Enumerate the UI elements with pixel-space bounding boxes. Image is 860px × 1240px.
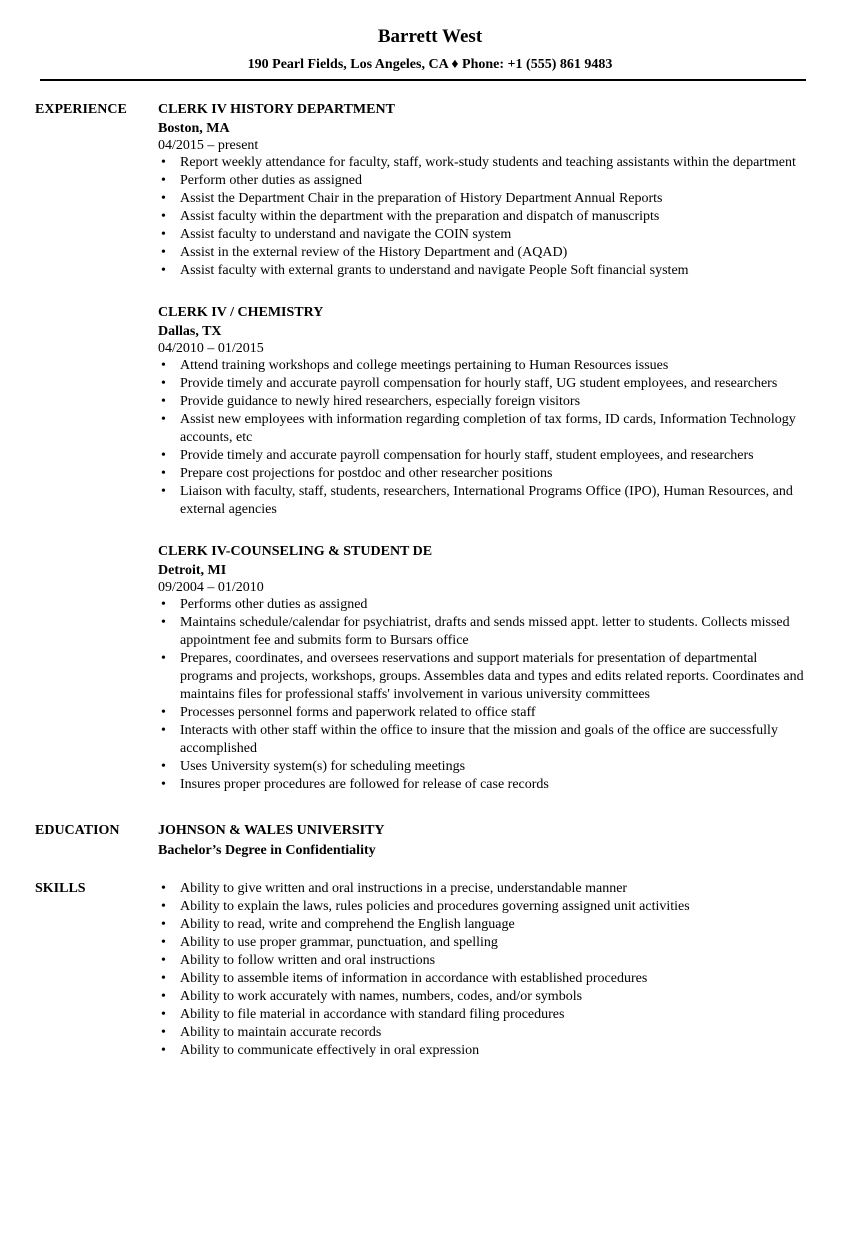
contact-line: 190 Pearl Fields, Los Angeles, CA ♦ Phone: +1 (555) 861 9483 <box>247 57 613 72</box>
bullet-icon: • <box>161 358 166 373</box>
list-item-text: Insures proper procedures are followed for release of case records <box>180 777 549 792</box>
list-item <box>158 776 813 794</box>
bullet-icon: • <box>161 1043 166 1058</box>
bullet-icon: • <box>161 777 166 792</box>
job-entry <box>158 101 813 280</box>
list-item-text: Ability to use proper grammar, punctuation, and spelling <box>180 935 498 950</box>
list-item <box>158 465 813 483</box>
list-item-text: Attend training workshops and college meetings pertaining to Human Resources issues <box>180 358 669 373</box>
section-label-experience: EXPERIENCE <box>35 102 127 117</box>
bullet-icon: • <box>161 917 166 932</box>
list-item-text: Assist the Department Chair in the preparation of History Department Annual Reports <box>180 191 663 206</box>
list-item <box>158 614 813 650</box>
list-item <box>158 650 813 704</box>
list-item-text: Performs other duties as assigned <box>180 597 368 612</box>
list-item <box>158 226 813 244</box>
list-item-text: Ability to give written and oral instructions in a precise, understandable manner <box>180 881 628 896</box>
list-item <box>158 208 813 226</box>
list-item-text: Assist faculty within the department with the preparation and dispatch of manuscripts <box>180 209 660 224</box>
list-item <box>158 244 813 262</box>
list-item <box>158 1024 813 1042</box>
list-item <box>158 1006 813 1024</box>
list-item-text: Ability to maintain accurate records <box>180 1025 382 1040</box>
bullet-icon: • <box>161 394 166 409</box>
bullet-icon: • <box>161 881 166 896</box>
list-item-text: Assist in the external review of the History Department and (AQAD) <box>180 245 568 260</box>
list-item <box>158 988 813 1006</box>
list-item <box>158 934 813 952</box>
bullet-icon: • <box>161 173 166 188</box>
job-location: Boston, MA <box>158 121 230 136</box>
bullet-icon: • <box>161 1007 166 1022</box>
list-item <box>158 952 813 970</box>
skills-section <box>35 880 860 1060</box>
bullet-icon: • <box>161 971 166 986</box>
list-item-text: Provide timely and accurate payroll compensation for hourly staff, UG student employees, and researchers <box>180 376 778 391</box>
school-name: JOHNSON & WALES UNIVERSITY <box>158 823 385 838</box>
skills-entry <box>158 880 813 1060</box>
list-item <box>158 704 813 722</box>
experience-list <box>158 101 813 794</box>
list-item-text: Ability to assemble items of information in accordance with established procedures <box>180 971 648 986</box>
list-item <box>158 375 813 393</box>
list-item <box>158 172 813 190</box>
bullet-icon: • <box>161 597 166 612</box>
bullet-icon: • <box>161 615 166 630</box>
list-item <box>158 154 813 172</box>
bullet-icon: • <box>161 723 166 738</box>
list-item-text: Ability to work accurately with names, numbers, codes, and/or symbols <box>180 989 583 1004</box>
bullet-icon: • <box>161 899 166 914</box>
education-entry <box>158 822 813 860</box>
job-entry <box>158 543 813 794</box>
list-item <box>158 880 813 898</box>
list-item-text: Ability to explain the laws, rules policies and procedures governing assigned unit activities <box>180 899 690 914</box>
section-label-skills: SKILLS <box>35 881 86 896</box>
list-item <box>158 722 813 758</box>
job-location: Detroit, MI <box>158 563 227 578</box>
list-item-text: Perform other duties as assigned <box>180 173 362 188</box>
list-item <box>158 262 813 280</box>
bullet-icon: • <box>161 989 166 1004</box>
job-dates: 09/2004 – 01/2010 <box>158 580 264 595</box>
list-item <box>158 357 813 375</box>
list-item <box>158 411 813 447</box>
header-divider <box>40 79 806 81</box>
job-entry <box>158 304 813 519</box>
bullet-icon: • <box>161 155 166 170</box>
job-duties-list <box>158 596 813 794</box>
bullet-icon: • <box>161 376 166 391</box>
list-item <box>158 596 813 614</box>
skills-list <box>158 880 813 1060</box>
bullet-icon: • <box>161 1025 166 1040</box>
job-title: CLERK IV HISTORY DEPARTMENT <box>158 102 395 117</box>
bullet-icon: • <box>161 651 166 666</box>
job-duties-list <box>158 357 813 519</box>
bullet-icon: • <box>161 209 166 224</box>
job-title: CLERK IV-COUNSELING & STUDENT DE <box>158 544 433 559</box>
list-item-text: Uses University system(s) for scheduling meetings <box>180 759 466 774</box>
list-item-text: Assist faculty to understand and navigate the COIN system <box>180 227 512 242</box>
job-location: Dallas, TX <box>158 324 222 339</box>
list-item-text: Report weekly attendance for faculty, staff, work-study students and teaching assistants within the department <box>180 155 796 170</box>
education-section <box>35 822 860 860</box>
list-item-text: Assist new employees with information regarding completion of tax forms, ID cards, Information Technology accounts, etc <box>180 412 796 445</box>
list-item-text: Ability to communicate effectively in oral expression <box>180 1043 480 1058</box>
list-item <box>158 393 813 411</box>
bullet-icon: • <box>161 935 166 950</box>
list-item-text: Processes personnel forms and paperwork related to office staff <box>180 705 536 720</box>
bullet-icon: • <box>161 227 166 242</box>
bullet-icon: • <box>161 484 166 499</box>
bullet-icon: • <box>161 759 166 774</box>
list-item <box>158 970 813 988</box>
list-item-text: Prepare cost projections for postdoc and other researcher positions <box>180 466 553 481</box>
list-item <box>158 916 813 934</box>
bullet-icon: • <box>161 953 166 968</box>
bullet-icon: • <box>161 448 166 463</box>
list-item <box>158 483 813 519</box>
list-item <box>158 1042 813 1060</box>
list-item-text: Assist faculty with external grants to understand and navigate People Soft financial system <box>180 263 689 278</box>
list-item-text: Provide guidance to newly hired researchers, especially foreign visitors <box>180 394 581 409</box>
bullet-icon: • <box>161 412 166 427</box>
list-item-text: Provide timely and accurate payroll compensation for hourly staff, student employees, and researchers <box>180 448 754 463</box>
candidate-name: Barrett West <box>377 26 483 47</box>
bullet-icon: • <box>161 705 166 720</box>
resume-header <box>0 0 860 74</box>
list-item <box>158 758 813 776</box>
experience-section <box>35 101 860 794</box>
job-duties-list <box>158 154 813 280</box>
list-item-text: Liaison with faculty, staff, students, researchers, International Programs Office (IPO), Human Resources, and external agencies <box>180 484 793 517</box>
list-item-text: Maintains schedule/calendar for psychiatrist, drafts and sends missed appt. letter to students. Collects missed appointment fee and submits form to Bursars office <box>180 615 790 648</box>
job-dates: 04/2015 – present <box>158 138 259 153</box>
bullet-icon: • <box>161 263 166 278</box>
degree-name: Bachelor’s Degree in Confidentiality <box>158 843 376 858</box>
job-dates: 04/2010 – 01/2015 <box>158 341 264 356</box>
list-item <box>158 898 813 916</box>
bullet-icon: • <box>161 466 166 481</box>
list-item-text: Ability to read, write and comprehend the English language <box>180 917 515 932</box>
job-title: CLERK IV / CHEMISTRY <box>158 305 324 320</box>
list-item <box>158 447 813 465</box>
section-label-education: EDUCATION <box>35 823 120 838</box>
bullet-icon: • <box>161 191 166 206</box>
bullet-icon: • <box>161 245 166 260</box>
list-item-text: Ability to file material in accordance with standard filing procedures <box>180 1007 565 1022</box>
list-item-text: Prepares, coordinates, and oversees reservations and support materials for presentation of departmental programs and projects, workshops, groups. Assembles data and types and edits related reports. Coordinates and maintains files for professional staffs' involvement in various university committees <box>180 651 804 702</box>
list-item-text: Ability to follow written and oral instructions <box>180 953 436 968</box>
list-item-text: Interacts with other staff within the office to insure that the mission and goals of the office are successfully accomplished <box>180 723 778 756</box>
list-item <box>158 190 813 208</box>
